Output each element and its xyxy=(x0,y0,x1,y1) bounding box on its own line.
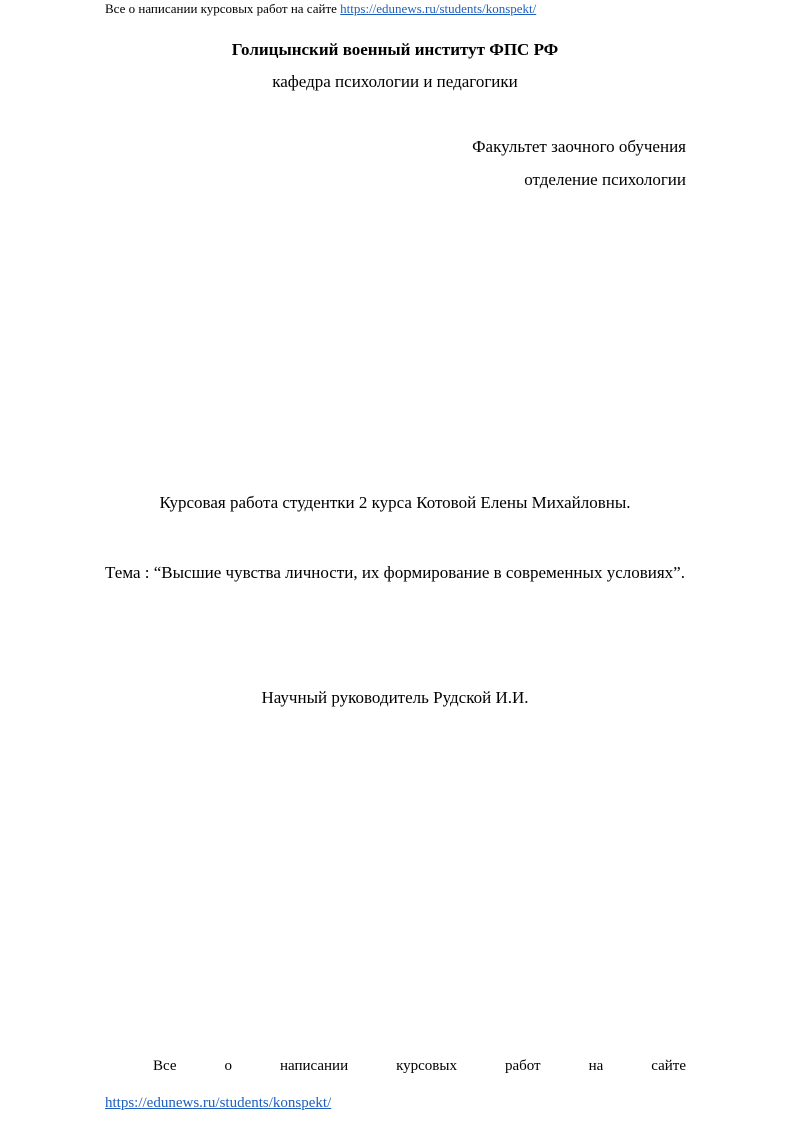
footer-text: Все о написании курсовых работ на сайте xyxy=(153,1058,686,1074)
header-text: Все о написании курсовых работ на сайте xyxy=(105,1,341,16)
department-name: кафедра психологии и педагогики xyxy=(272,72,518,91)
coursework-statement: Курсовая работа студентки 2 курса Котовой Елены Михайловны. xyxy=(159,493,631,512)
topic-statement: Тема : “Высшие чувства личности, их формирование в современных условиях”. xyxy=(105,563,685,582)
footer-link[interactable]: https://edunews.ru/students/konspekt/ xyxy=(105,1095,332,1111)
supervisor-statement: Научный руководитель Рудской И.И. xyxy=(261,688,529,707)
institute-name: Голицынский военный институт ФПС РФ xyxy=(231,40,559,59)
footer-link-line xyxy=(105,1094,331,1112)
header-link[interactable]: https://edunews.ru/students/konspekt/ xyxy=(340,1,537,16)
page-header xyxy=(105,1,536,17)
division-name: отделение психологии xyxy=(524,170,686,189)
faculty-name: Факультет заочного обучения xyxy=(472,137,686,156)
